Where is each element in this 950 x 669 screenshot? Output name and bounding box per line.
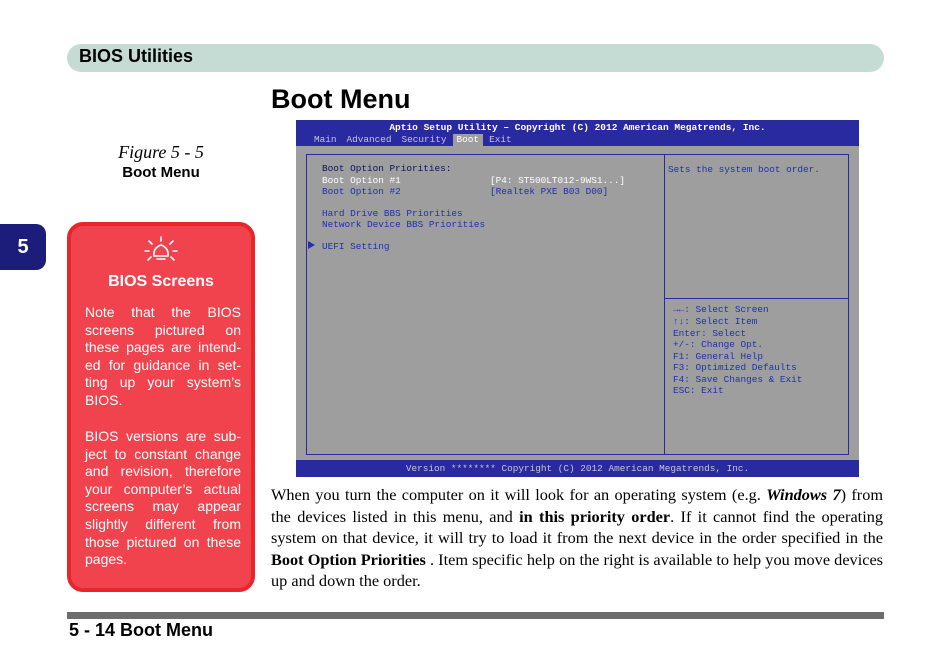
uefi-setting[interactable]: UEFI Setting bbox=[322, 241, 390, 252]
key-help-line: →←: Select Screen bbox=[673, 304, 769, 315]
body-text-part: ) from the devices listed in this menu, and bbox=[271, 485, 883, 526]
body-text-part: When you turn the computer on it will look for an operating system (e.g. bbox=[271, 485, 767, 504]
figure-number: Figure 5 - 5 bbox=[118, 142, 204, 162]
submenu-arrow-icon bbox=[308, 241, 315, 249]
lightbulb-icon bbox=[71, 236, 251, 269]
bios-title: Aptio Setup Utility – Copyright (C) 2012 American Megatrends, Inc. bbox=[389, 122, 766, 133]
key-help-line: +/-: Change Opt. bbox=[673, 339, 764, 350]
boot-option-1-label[interactable]: Boot Option #1 bbox=[322, 175, 401, 186]
section-header-bar bbox=[67, 44, 884, 72]
figure-caption: Boot Menu bbox=[122, 164, 200, 181]
bios-tab-exit[interactable]: Exit bbox=[489, 134, 512, 145]
chapter-tab: 5 bbox=[0, 224, 46, 270]
bios-tab-bar bbox=[310, 134, 518, 146]
note-paragraph-2: BIOS versions are sub-ject to constant change and revision, therefore your computer’s actual screens may appear slightly different from those pictured on these pages. bbox=[85, 428, 241, 568]
body-text-emphasis: in this priority order bbox=[519, 506, 671, 526]
hard-drive-bbs-priorities[interactable]: Hard Drive BBS Priorities bbox=[322, 208, 463, 219]
body-text-emphasis: Boot Option Priorities bbox=[271, 549, 426, 569]
bios-screenshot bbox=[296, 120, 859, 477]
bios-tab-main[interactable]: Main bbox=[314, 134, 337, 145]
bios-tab-security[interactable]: Security bbox=[401, 134, 447, 145]
boot-option-1-value[interactable]: [P4: ST500LT012-9WS1...] bbox=[490, 175, 626, 186]
body-text-part: . Item specific help on the right is available to help you move devices up and down the order. bbox=[271, 549, 884, 591]
key-help-line: ↑↓: Select Item bbox=[673, 316, 758, 327]
body-text-part: . If it cannot find the operating system on that device, it will try to load it from the next device in the order specified in the bbox=[271, 506, 883, 548]
boot-priorities-header: Boot Option Priorities: bbox=[322, 163, 452, 174]
footer-page-label: 5 - 14 Boot Menu bbox=[69, 620, 214, 640]
bios-footer: Version ******** Copyright (C) 2012 American Megatrends, Inc. bbox=[296, 460, 859, 477]
note-title: BIOS Screens bbox=[108, 273, 214, 290]
section-title: BIOS Utilities bbox=[79, 46, 194, 66]
boot-option-2-value[interactable]: [Realtek PXE B03 D00] bbox=[490, 186, 609, 197]
note-box bbox=[67, 222, 255, 592]
key-help-line: F1: General Help bbox=[673, 351, 764, 362]
network-device-bbs-priorities[interactable]: Network Device BBS Priorities bbox=[322, 219, 486, 230]
bios-divider-vertical bbox=[664, 154, 665, 455]
body-text-emphasis: Windows 7 bbox=[766, 485, 841, 504]
key-help-line: F4: Save Changes & Exit bbox=[673, 374, 803, 385]
key-help-line: Enter: Select bbox=[673, 328, 747, 339]
bios-tab-boot[interactable]: Boot bbox=[453, 134, 484, 146]
body-paragraph bbox=[271, 484, 883, 592]
page-title: Boot Menu bbox=[271, 84, 411, 114]
bios-divider-horizontal bbox=[665, 298, 849, 299]
key-help-line: F3: Optimized Defaults bbox=[673, 362, 797, 373]
bios-help-text: Sets the system boot order. bbox=[668, 164, 820, 175]
boot-option-2-label[interactable]: Boot Option #2 bbox=[322, 186, 401, 197]
bios-tab-advanced[interactable]: Advanced bbox=[346, 134, 392, 145]
note-paragraph-1: Note that the BIOS screens pictured on these pages are intend-ed for guidance in set-ting up your system’s BIOS. bbox=[85, 304, 241, 408]
footer-rule bbox=[67, 612, 884, 619]
key-help-line: ESC: Exit bbox=[673, 385, 724, 396]
